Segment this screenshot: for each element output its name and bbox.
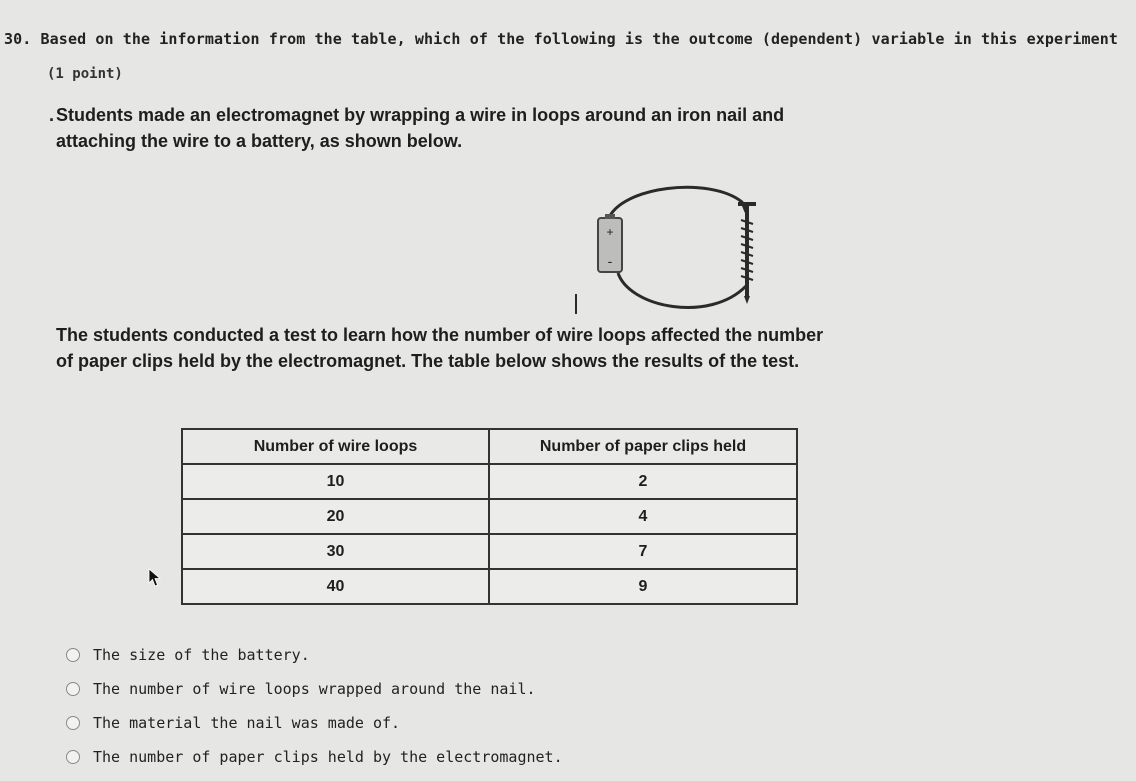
- cell-paper-clips: 9: [489, 569, 797, 604]
- question-number: 30.: [4, 30, 32, 48]
- answer-option-label[interactable]: The material the nail was made of.: [93, 714, 401, 732]
- table-row: [182, 499, 797, 534]
- wire-loop: [608, 187, 746, 307]
- answer-option[interactable]: [66, 706, 563, 740]
- radio-unchecked-icon[interactable]: [66, 750, 80, 764]
- radio-unchecked-icon[interactable]: [66, 682, 80, 696]
- cell-wire-loops: 20: [182, 499, 489, 534]
- nail-point: [744, 296, 750, 304]
- battery-terminal: [605, 214, 615, 219]
- question-header: [4, 30, 1118, 48]
- radio-unchecked-icon[interactable]: [66, 648, 80, 662]
- table-row: [182, 569, 797, 604]
- passage-intro-text: Students made an electromagnet by wrapping a wire in loops around an iron nail and attaching the wire to a battery, as shown below.: [56, 105, 785, 151]
- answer-option-label[interactable]: The number of paper clips held by the electromagnet.: [93, 748, 563, 766]
- passage-lead-mark: .: [49, 105, 55, 125]
- answer-option[interactable]: [66, 740, 563, 774]
- header-paper-clips: Number of paper clips held: [489, 429, 797, 464]
- answer-option-label[interactable]: The size of the battery.: [93, 646, 310, 664]
- battery-plus-label: +: [606, 225, 614, 239]
- cell-wire-loops: 40: [182, 569, 489, 604]
- cell-wire-loops: 30: [182, 534, 489, 569]
- results-table: [181, 428, 798, 605]
- passage-intro: [49, 102, 836, 154]
- cell-paper-clips: 2: [489, 464, 797, 499]
- table-row: [182, 534, 797, 569]
- answer-option[interactable]: [66, 672, 563, 706]
- cell-paper-clips: 4: [489, 499, 797, 534]
- battery-minus-label: -: [607, 253, 613, 269]
- answer-options: [66, 638, 563, 774]
- table-row: [182, 464, 797, 499]
- cell-wire-loops: 10: [182, 464, 489, 499]
- table-header-row: [182, 429, 797, 464]
- cell-paper-clips: 7: [489, 534, 797, 569]
- question-text: Based on the information from the table, which of the following is the outcome (dependent) variable in this experiment: [40, 30, 1118, 48]
- answer-option-label[interactable]: The number of wire loops wrapped around the nail.: [93, 680, 536, 698]
- answer-option[interactable]: [66, 638, 563, 672]
- arrow-cursor-icon: [148, 568, 162, 588]
- radio-unchecked-icon[interactable]: [66, 716, 80, 730]
- question-points: (1 point): [47, 66, 123, 82]
- electromagnet-diagram: [560, 178, 800, 328]
- passage-test-description: The students conducted a test to learn how the number of wire loops affected the number of paper clips held by the electromagnet. The table below shows the results of the test.: [56, 325, 824, 371]
- header-wire-loops: Number of wire loops: [182, 429, 489, 464]
